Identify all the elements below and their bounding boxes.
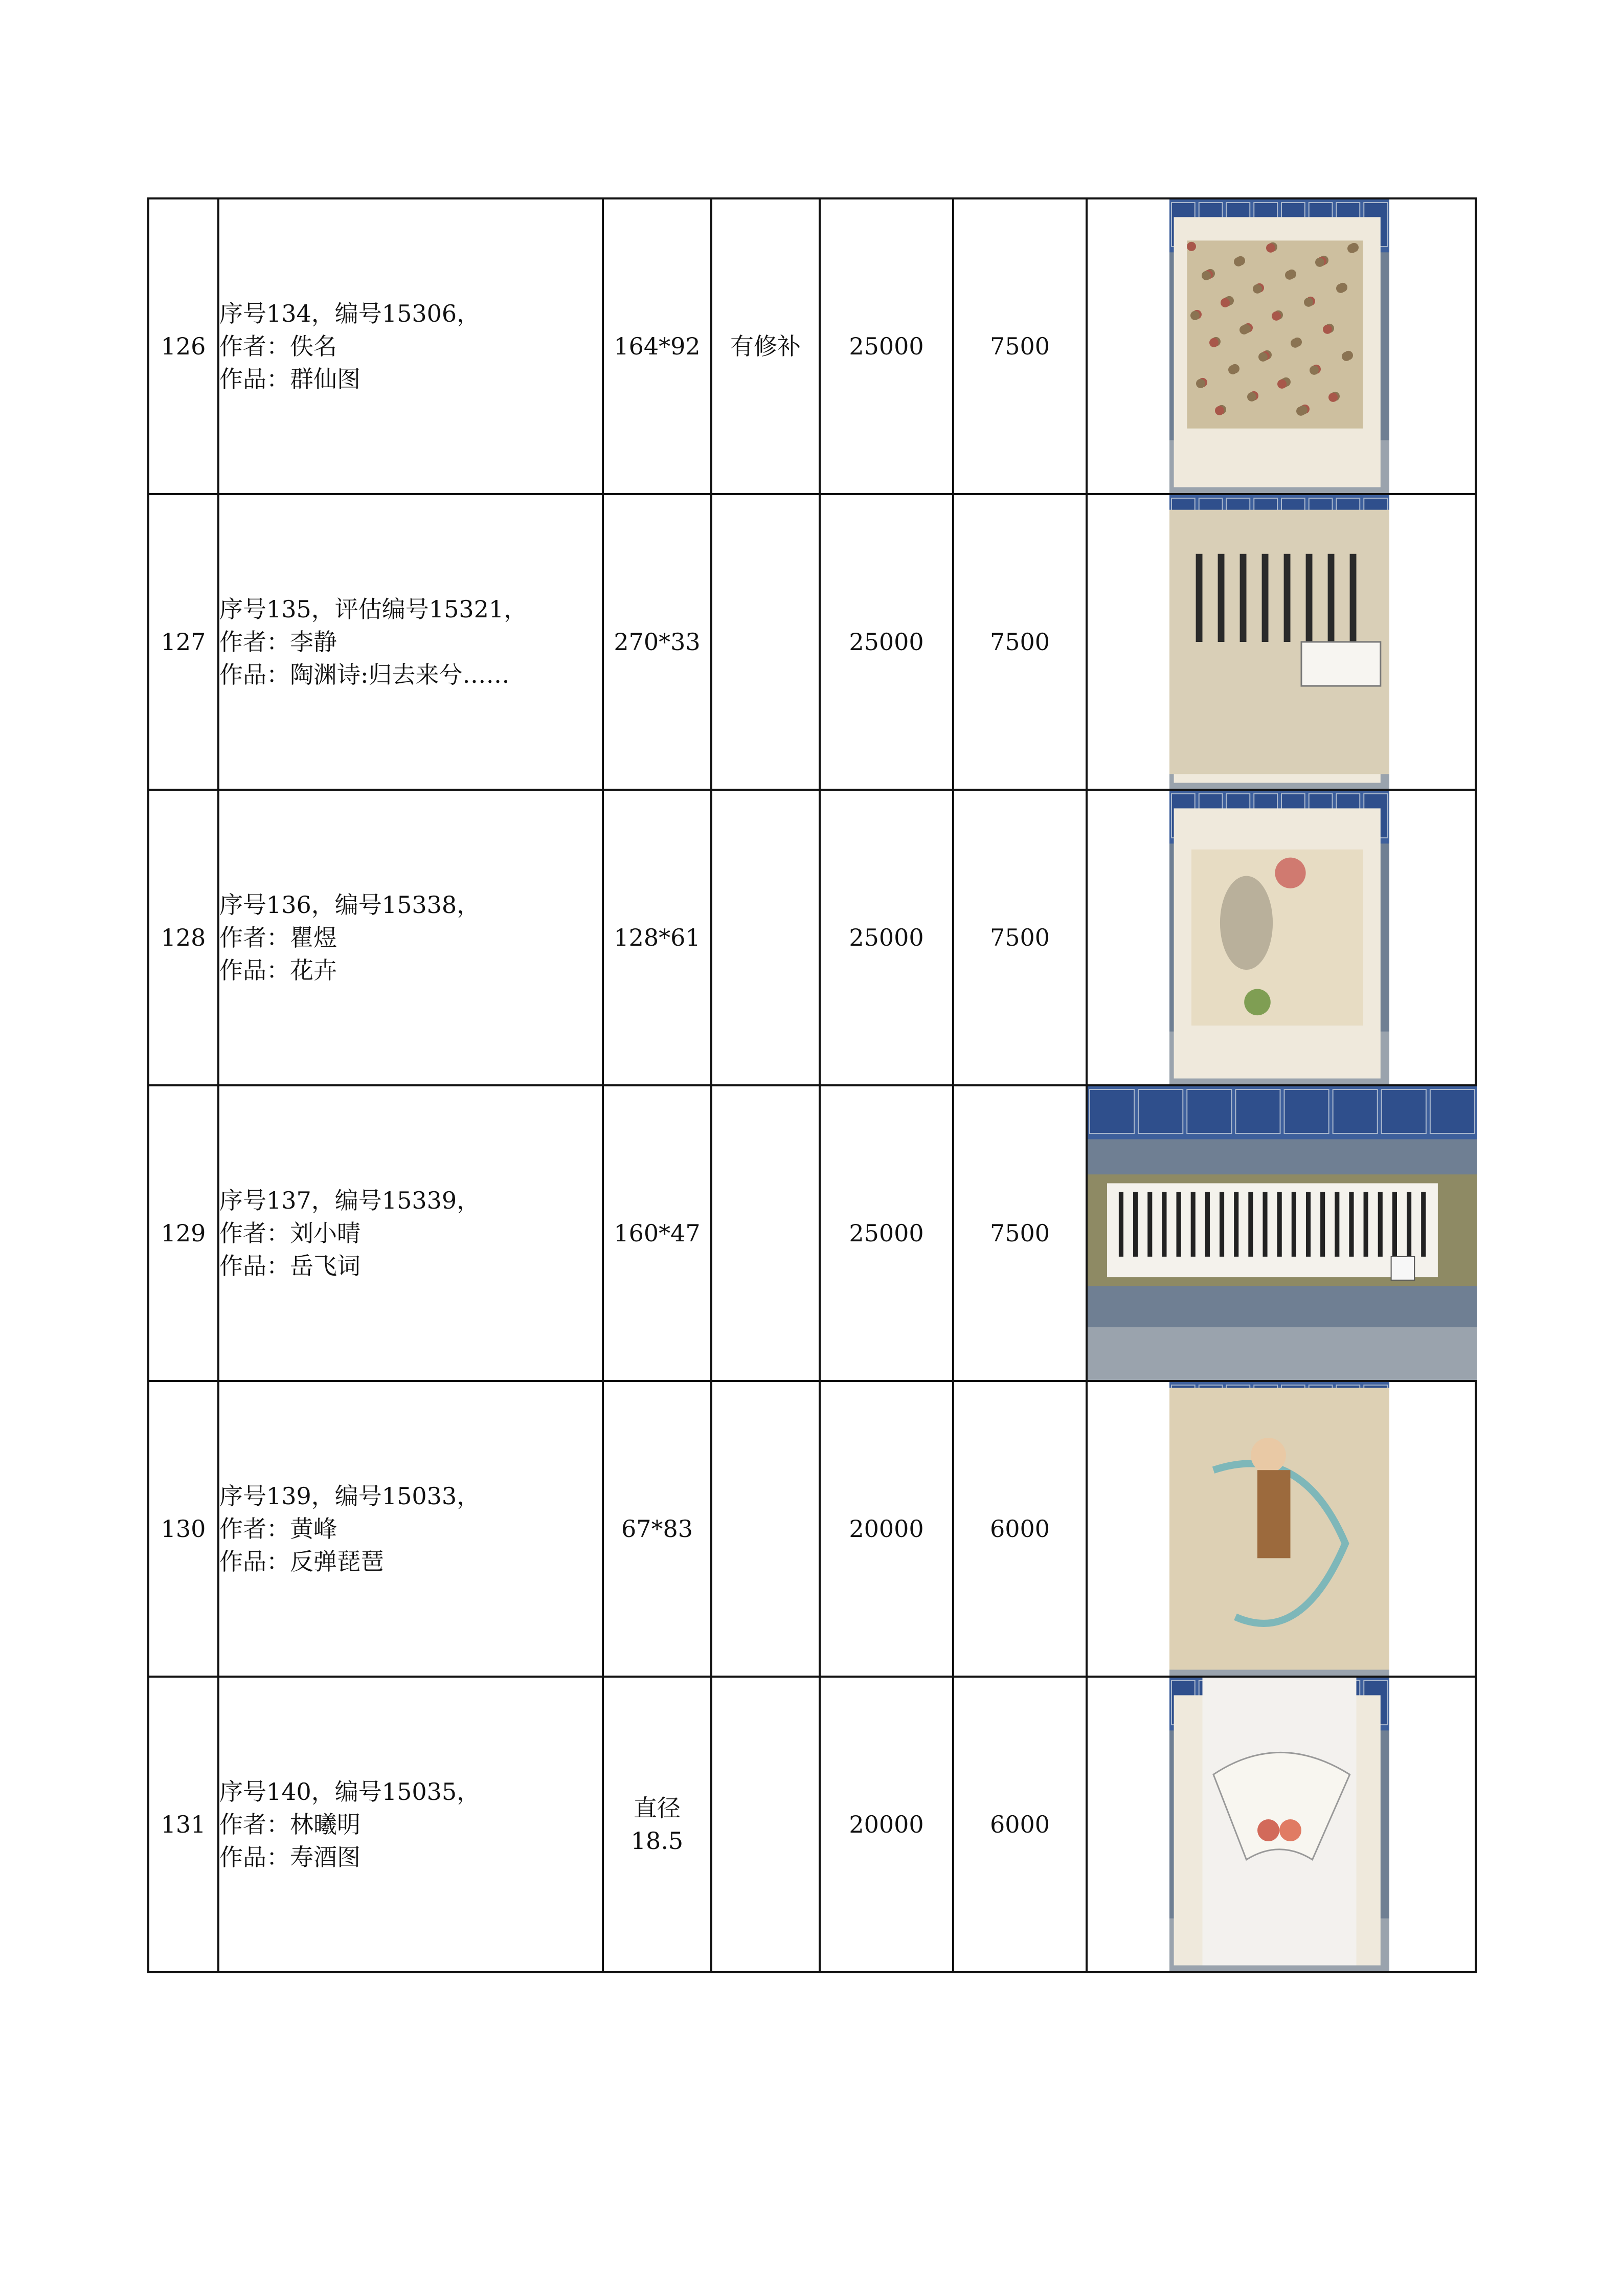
starting-price-cell [953, 198, 1087, 494]
table-row [148, 198, 1476, 494]
item-starting-price: 6000 [989, 1811, 1050, 1838]
starting-price-cell [953, 494, 1087, 790]
item-reference: 序号136，编号15338， [219, 891, 481, 919]
size-cell [603, 198, 711, 494]
lot-number-cell [148, 198, 218, 494]
item-condition: 有修补 [730, 332, 801, 360]
starting-price-cell [953, 790, 1087, 1085]
photo-cell [1087, 790, 1476, 1085]
description-cell [218, 494, 603, 790]
item-size: 67*83 [621, 1515, 693, 1543]
item-estimate: 25000 [849, 332, 924, 360]
starting-price-cell [953, 1085, 1087, 1381]
size-cell [603, 790, 711, 1085]
item-reference: 序号140，编号15035， [219, 1778, 481, 1805]
lot-number-cell [148, 1677, 218, 1972]
lot-number: 126 [161, 332, 206, 360]
item-starting-price: 7500 [989, 924, 1050, 951]
table-row [148, 790, 1476, 1085]
description-cell [218, 1677, 603, 1972]
condition-cell [711, 494, 820, 790]
description-cell [218, 198, 603, 494]
item-title: 作品：陶渊诗:归去来兮…… [219, 661, 510, 688]
item-estimate: 20000 [849, 1515, 924, 1543]
calligraphy-photo-icon [1169, 495, 1389, 789]
catalog-table [147, 197, 1477, 1973]
estimate-cell [820, 1381, 953, 1677]
item-title: 作品：反弹琵琶 [219, 1548, 384, 1575]
item-author: 作者：佚名 [219, 332, 337, 360]
lot-number-cell [148, 1085, 218, 1381]
item-size: 270*33 [614, 628, 701, 656]
item-size-line: 直径 [634, 1794, 681, 1822]
estimate-cell [820, 198, 953, 494]
item-reference: 序号137，编号15339， [219, 1187, 481, 1214]
item-title: 作品：群仙图 [219, 365, 360, 393]
fan-painting-photo-icon [1169, 1678, 1389, 1971]
item-estimate: 25000 [849, 924, 924, 951]
description-cell [218, 1085, 603, 1381]
photo-cell [1087, 1085, 1476, 1381]
lot-number: 131 [161, 1811, 206, 1838]
painting-photo-icon [1169, 199, 1389, 493]
description-cell [218, 1381, 603, 1677]
estimate-cell [820, 790, 953, 1085]
condition-cell [711, 198, 820, 494]
item-reference: 序号139，编号15033， [219, 1482, 481, 1510]
item-estimate: 25000 [849, 628, 924, 656]
photo-cell [1087, 198, 1476, 494]
item-author: 作者：李静 [219, 628, 337, 656]
lot-number: 129 [161, 1219, 206, 1247]
item-author: 作者：刘小晴 [219, 1219, 360, 1247]
item-estimate: 20000 [849, 1811, 924, 1838]
photo-cell [1087, 1677, 1476, 1972]
item-starting-price: 7500 [989, 628, 1050, 656]
item-reference: 序号134，编号15306， [219, 300, 481, 327]
photo-cell [1087, 494, 1476, 790]
item-size: 128*61 [614, 924, 701, 951]
description-cell [218, 790, 603, 1085]
item-size: 164*92 [614, 332, 701, 360]
table-row [148, 494, 1476, 790]
item-title: 作品：岳飞词 [219, 1252, 360, 1280]
starting-price-cell [953, 1381, 1087, 1677]
item-author: 作者：瞿煜 [219, 924, 337, 951]
item-reference: 序号135，评估编号15321， [219, 595, 528, 623]
lot-number-cell [148, 494, 218, 790]
size-cell [603, 1677, 711, 1972]
size-cell [603, 494, 711, 790]
condition-cell [711, 1677, 820, 1972]
item-starting-price: 7500 [989, 332, 1050, 360]
figure-painting-photo-icon [1169, 1382, 1389, 1676]
item-starting-price: 7500 [989, 1219, 1050, 1247]
photo-cell [1087, 1381, 1476, 1677]
condition-cell [711, 790, 820, 1085]
item-author: 作者：林曦明 [219, 1811, 360, 1838]
lot-number-cell [148, 790, 218, 1085]
calligraphy-scroll-photo-icon [1088, 1086, 1477, 1380]
table-row [148, 1677, 1476, 1972]
item-title: 作品：花卉 [219, 956, 337, 984]
item-size: 160*47 [614, 1219, 701, 1247]
estimate-cell [820, 494, 953, 790]
lot-number: 127 [161, 628, 206, 656]
item-author: 作者：黄峰 [219, 1515, 337, 1543]
table-row [148, 1381, 1476, 1677]
table-row [148, 1085, 1476, 1381]
condition-cell [711, 1381, 820, 1677]
lot-number: 128 [161, 924, 206, 951]
lot-number-cell [148, 1381, 218, 1677]
size-cell [603, 1381, 711, 1677]
estimate-cell [820, 1677, 953, 1972]
size-cell [603, 1085, 711, 1381]
lot-number: 130 [161, 1515, 206, 1543]
item-estimate: 25000 [849, 1219, 924, 1247]
estimate-cell [820, 1085, 953, 1381]
item-size-line: 18.5 [630, 1827, 684, 1855]
item-title: 作品：寿酒图 [219, 1843, 360, 1871]
condition-cell [711, 1085, 820, 1381]
starting-price-cell [953, 1677, 1087, 1972]
item-starting-price: 6000 [989, 1515, 1050, 1543]
flower-painting-photo-icon [1169, 791, 1389, 1084]
